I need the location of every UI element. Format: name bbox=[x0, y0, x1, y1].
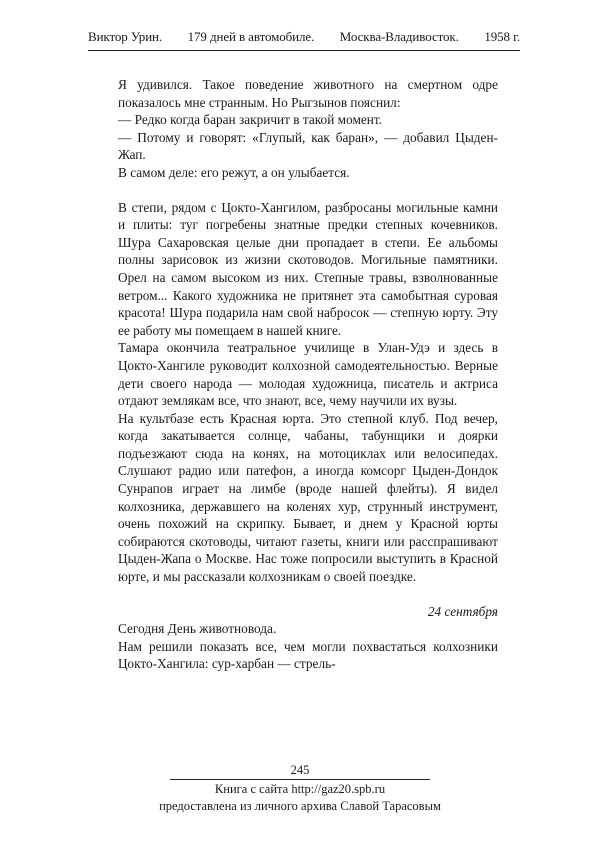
footer-rule bbox=[170, 779, 430, 780]
paragraph: Нам решили показать все, чем могли похвастаться колхозники Цокто-Хангила: сур-харбан — стрель- bbox=[118, 638, 498, 672]
footer-line-1: Книга с сайта http://gaz20.spb.ru bbox=[214, 782, 386, 796]
paragraph-gap bbox=[118, 182, 498, 199]
paragraph: Сегодня День животновода. bbox=[118, 621, 277, 637]
header-year: 1958 г. bbox=[484, 29, 520, 44]
paragraph: На культбазе есть Красная юрта. Это степной клуб. Под вечер, когда закатывается солнце, чабаны, табунщики и доярки подъезжают сюда на конях, на мотоциклах или велосипедах. Слушают радио или патефон, а иногда комсорг Цыден-Дондок Сунрапов играет на лимбе (вроде нашей флейты). Я видел колхозника, державшего на коленях хур, струнный инструмент, очень похожий на скрипку. Бывает, и днем у Красной юрты собираются скотоводы, читают газеты, книги или расспрашивают Цыден-Жапа о Москве. Нас тоже попросили выступить в Красной юрте, и мы рассказали колхозникам о своей поездке. bbox=[118, 410, 498, 585]
paragraph: Тамара окончила театральное училище в Улан-Удэ и здесь в Цокто-Хангиле руководит колхозной самодеятельностью. Верные дети своего народа — молодая художница, писатель и актриса отдают землякам все, что знают, все, чему научили их вузы. bbox=[118, 340, 498, 409]
header-rule bbox=[88, 50, 520, 51]
paragraph: В самом деле: его режут, а он улыбается. bbox=[118, 164, 350, 180]
header-book: 179 дней в автомобиле. bbox=[187, 29, 315, 44]
running-header bbox=[88, 29, 520, 45]
footer-line-2: предоставлена из личного архива Славой Тарасовым bbox=[159, 799, 441, 813]
paragraph-gap bbox=[118, 586, 498, 603]
date-heading: 24 сентября bbox=[427, 603, 498, 619]
paragraph: Я удивился. Такое поведение животного на смертном одре показалось мне странным. Но Рыгзынов пояснил: bbox=[118, 77, 498, 110]
header-author: Виктор Урин. bbox=[88, 29, 163, 44]
paragraph: В степи, рядом с Цокто-Хангилом, разбросаны могильные камни и плиты: туг погребены знатные предки степных кочевников. Шура Сахаровская целые дни пропадает в степи. Ее альбомы полны зарисовок из жизни скотоводов. Могильные памятники. Орел на самом высоком из них. Степные травы, взволнованные ветром... Какого художника не притянет эта самобытная суровая красота! Шура подарила нам свой набросок — степную юрту. Эту ее работу мы помещаем в нашей книге. bbox=[118, 199, 498, 338]
page-body bbox=[118, 76, 498, 673]
paragraph: — Редко когда баран закричит в такой момент. bbox=[118, 112, 383, 128]
page-number: 245 bbox=[290, 763, 310, 777]
header-route: Москва-Владивосток. bbox=[339, 29, 459, 44]
footer bbox=[0, 781, 600, 815]
paragraph: — Потому и говорят: «Глупый, как баран», — добавил Цыден-Жап. bbox=[118, 129, 498, 163]
